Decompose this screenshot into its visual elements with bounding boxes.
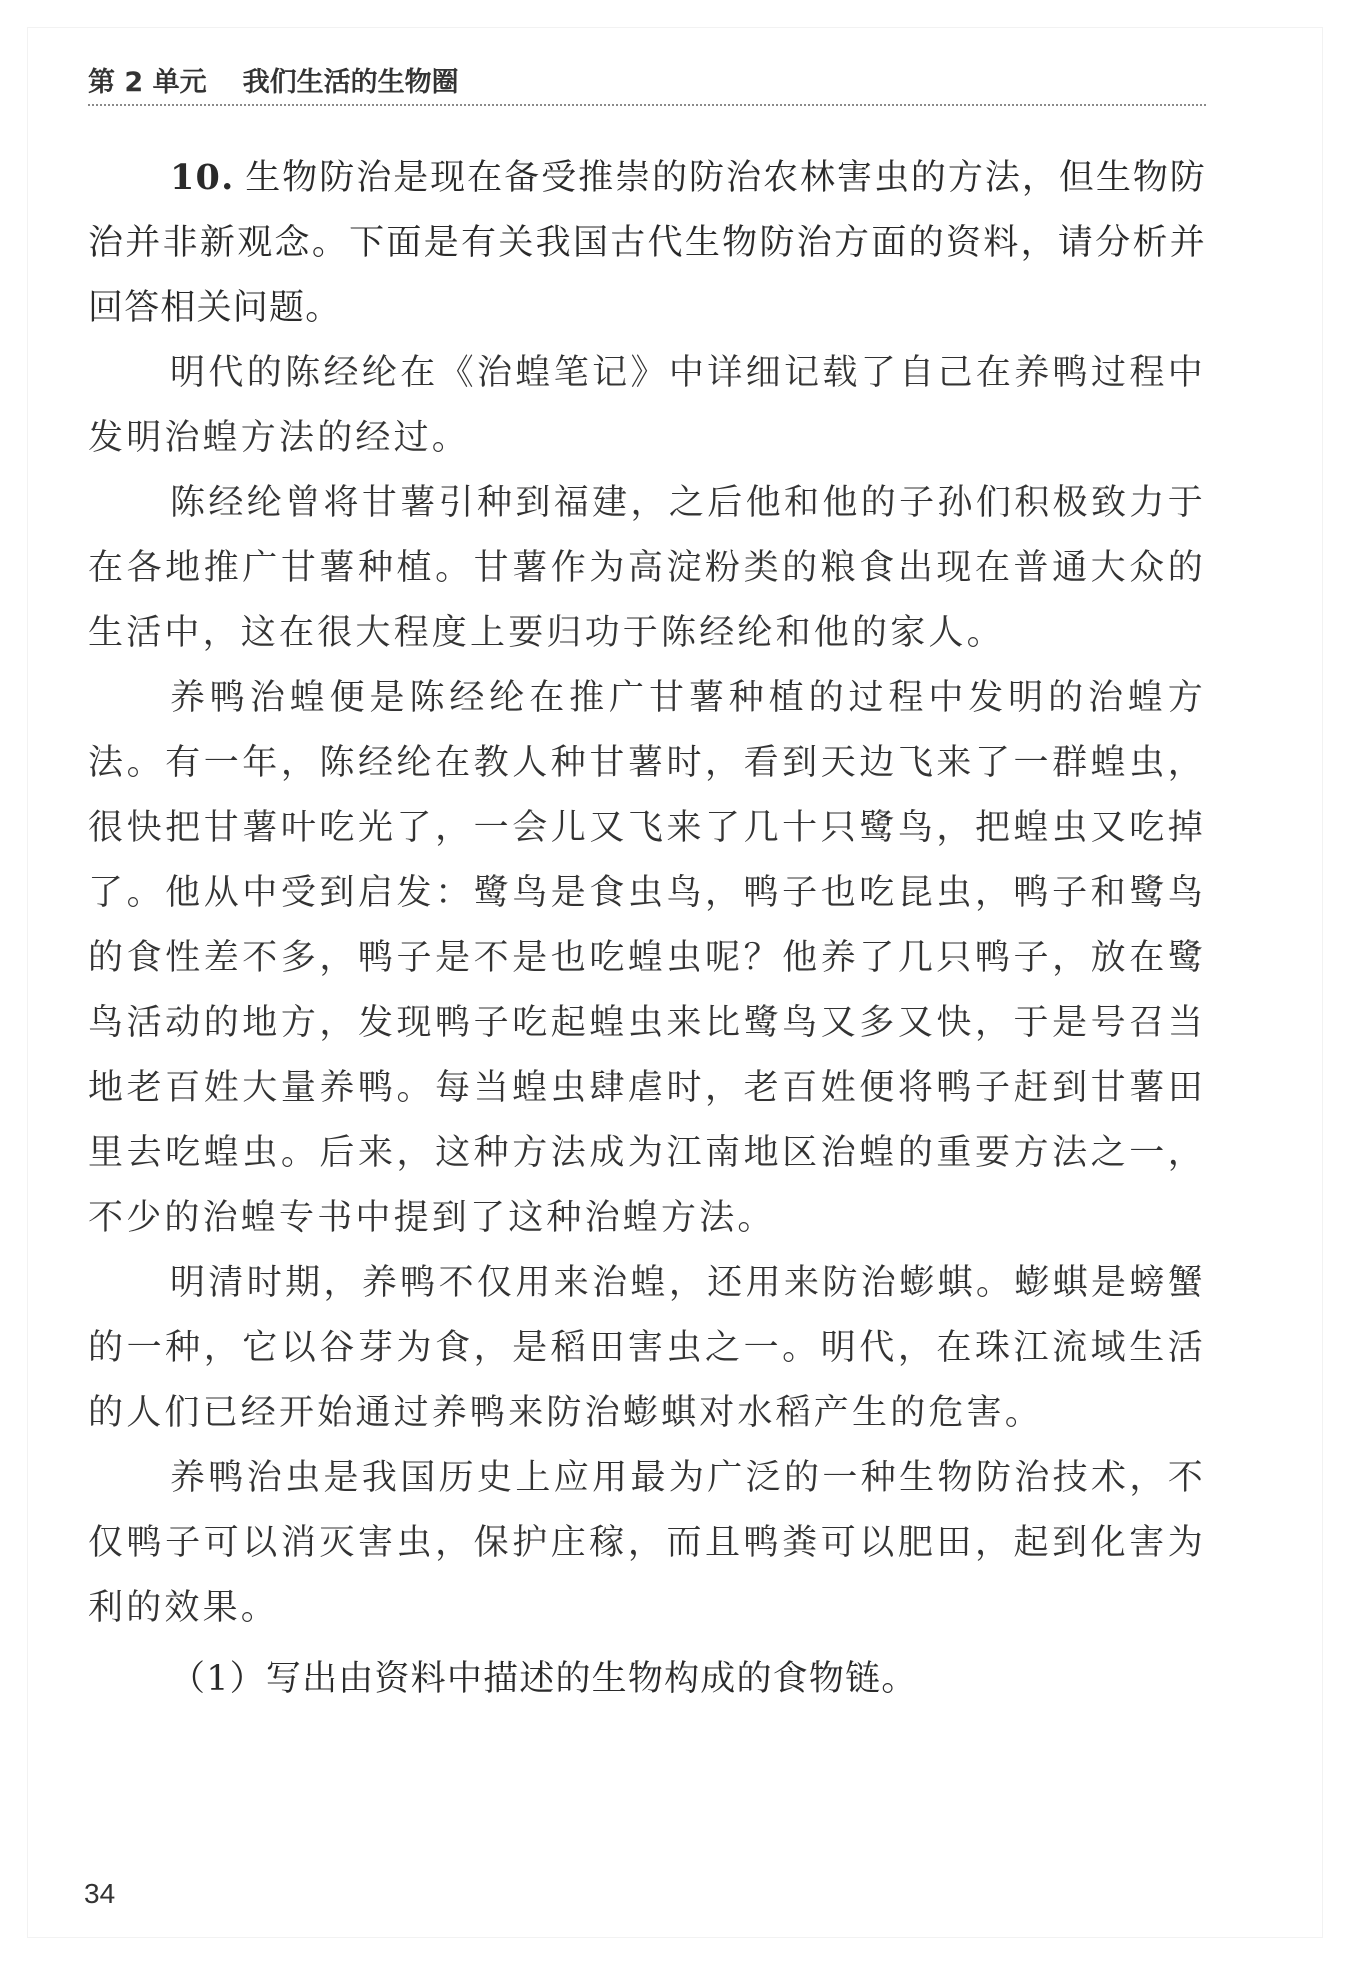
unit-title: 我们生活的生物圈 [242,67,459,98]
material-paragraph-2: 陈经纶曾将甘薯引种到福建，之后他和他的子孙们积极致力于在各地推广甘薯种植。甘薯作为高淀粉类的粮食出现在普通大众的生活中，这在很大程度上要归功于陈经纶和他的家人。 [88,483,1206,653]
sub-question-1: （1）写出由资料中描述的生物构成的食物链。 [170,1659,918,1699]
page-number: 34 [84,1878,116,1909]
material-paragraph-3: 养鸭治蝗便是陈经纶在推广甘薯种植的过程中发明的治蝗方法。有一年，陈经纶在教人种甘薯时，看到天边飞来了一群蝗虫，很快把甘薯叶吃光了，一会儿又飞来了几十只鹭鸟，把蝗虫又吃掉了。他从中受到启发：鹭鸟是食虫鸟，鸭子也吃昆虫，鸭子和鹭鸟的食性差不多，鸭子是不是也吃蝗虫呢？他养了几只鸭子，放在鹭鸟活动的地方，发现鸭子吃起蝗虫来比鹭鸟又多又快，于是号召当地老百姓大量养鸭。每当蝗虫肆虐时，老百姓便将鸭子赶到甘薯田里去吃蝗虫。后来，这种方法成为江南地区治蝗的重要方法之一，不少的治蝗专书中提到了这种治蝗方法。 [88,678,1206,1238]
material-paragraph-1: 明代的陈经纶在《治蝗笔记》中详细记载了自己在养鸭过程中发明治蝗方法的经过。 [88,353,1206,458]
question-10 [88,145,1206,341]
unit-label: 第 2 单元 [88,67,207,98]
running-header [88,60,1206,106]
question-text: 生物防治是现在备受推崇的防治农林害虫的方法，但生物防治并非新观念。下面是有关我国古代生物防治方面的资料，请分析并回答相关问题。 [88,158,1206,328]
material-paragraph-4: 明清时期，养鸭不仅用来治蝗，还用来防治蟛蜞。蟛蜞是螃蟹的一种，它以谷芽为食，是稻田害虫之一。明代，在珠江流域生活的人们已经开始通过养鸭来防治蟛蜞对水稻产生的危害。 [88,1263,1206,1433]
content [88,145,1206,1712]
material-paragraph-5: 养鸭治虫是我国历史上应用最为广泛的一种生物防治技术，不仅鸭子可以消灭害虫，保护庄稼，而且鸭粪可以肥田，起到化害为利的效果。 [88,1458,1206,1628]
question-number: 10. [170,157,235,198]
